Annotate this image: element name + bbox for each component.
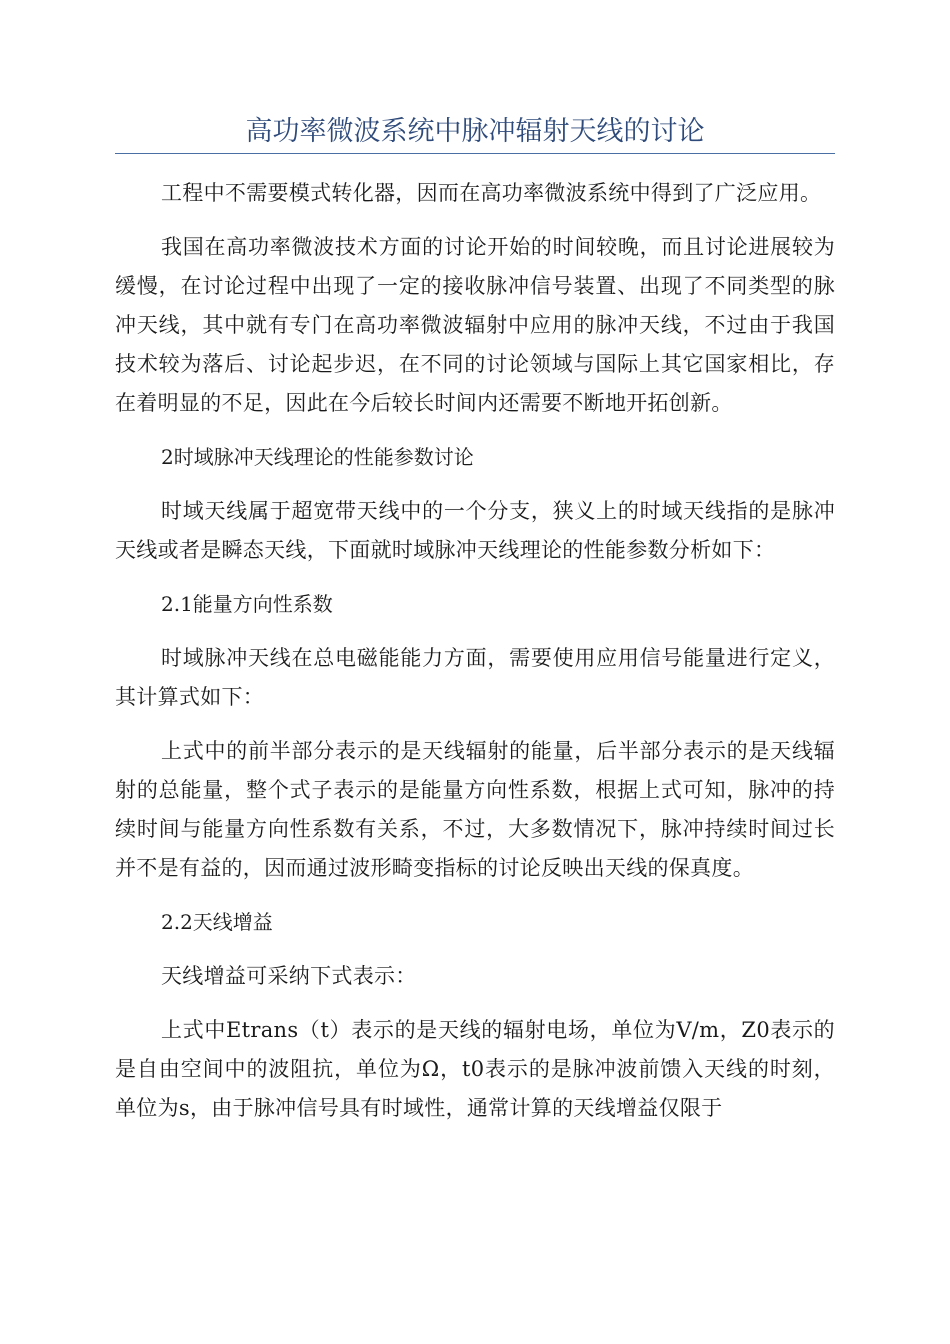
paragraph-3: 时域天线属于超宽带天线中的一个分支，狭义上的时域天线指的是脉冲天线或者是瞬态天线，下面就时域脉冲天线理论的性能参数分析如下： [115, 499, 835, 562]
document-body [115, 174, 835, 1128]
paragraph-2: 我国在高功率微波技术方面的讨论开始的时间较晚，而且讨论进展较为缓慢，在讨论过程中出现了一定的接收脉冲信号装置、出现了不同类型的脉冲天线，其中就有专门在高功率微波辐射中应用的脉冲天线，不过由于我国技术较为落后、讨论起步迟，在不同的讨论领域与国际上其它国家相比，存在着明显的不足，因此在今后较长时间内还需要不断地开拓创新。 [115, 235, 835, 415]
section-heading-2-2: 2.2天线增益 [161, 910, 273, 934]
paragraph-1: 工程中不需要模式转化器，因而在高功率微波系统中得到了广泛应用。 [161, 181, 822, 205]
title-underline [115, 153, 835, 154]
paragraph-4: 时域脉冲天线在总电磁能能力方面，需要使用应用信号能量进行定义，其计算式如下： [115, 646, 835, 709]
document-title: 高功率微波系统中脉冲辐射天线的讨论 [245, 116, 705, 147]
section-heading-2-1: 2.1能量方向性系数 [161, 592, 333, 616]
section-heading-2: 2时域脉冲天线理论的性能参数讨论 [161, 445, 474, 469]
paragraph-6: 天线增益可采纳下式表示： [161, 964, 417, 988]
paragraph-7: 上式中Etrans（t）表示的是天线的辐射电场，单位为V/m，Z0表示的是自由空间中的波阻抗，单位为Ω，t0表示的是脉冲波前馈入天线的时刻，单位为s，由于脉冲信号具有时域性，通常计算的天线增益仅限于 [115, 1018, 835, 1120]
paragraph-5: 上式中的前半部分表示的是天线辐射的能量，后半部分表示的是天线辐射的总能量，整个式子表示的是能量方向性系数，根据上式可知，脉冲的持续时间与能量方向性系数有关系，不过，大多数情况下，脉冲持续时间过长并不是有益的，因而通过波形畸变指标的讨论反映出天线的保真度。 [115, 739, 835, 880]
